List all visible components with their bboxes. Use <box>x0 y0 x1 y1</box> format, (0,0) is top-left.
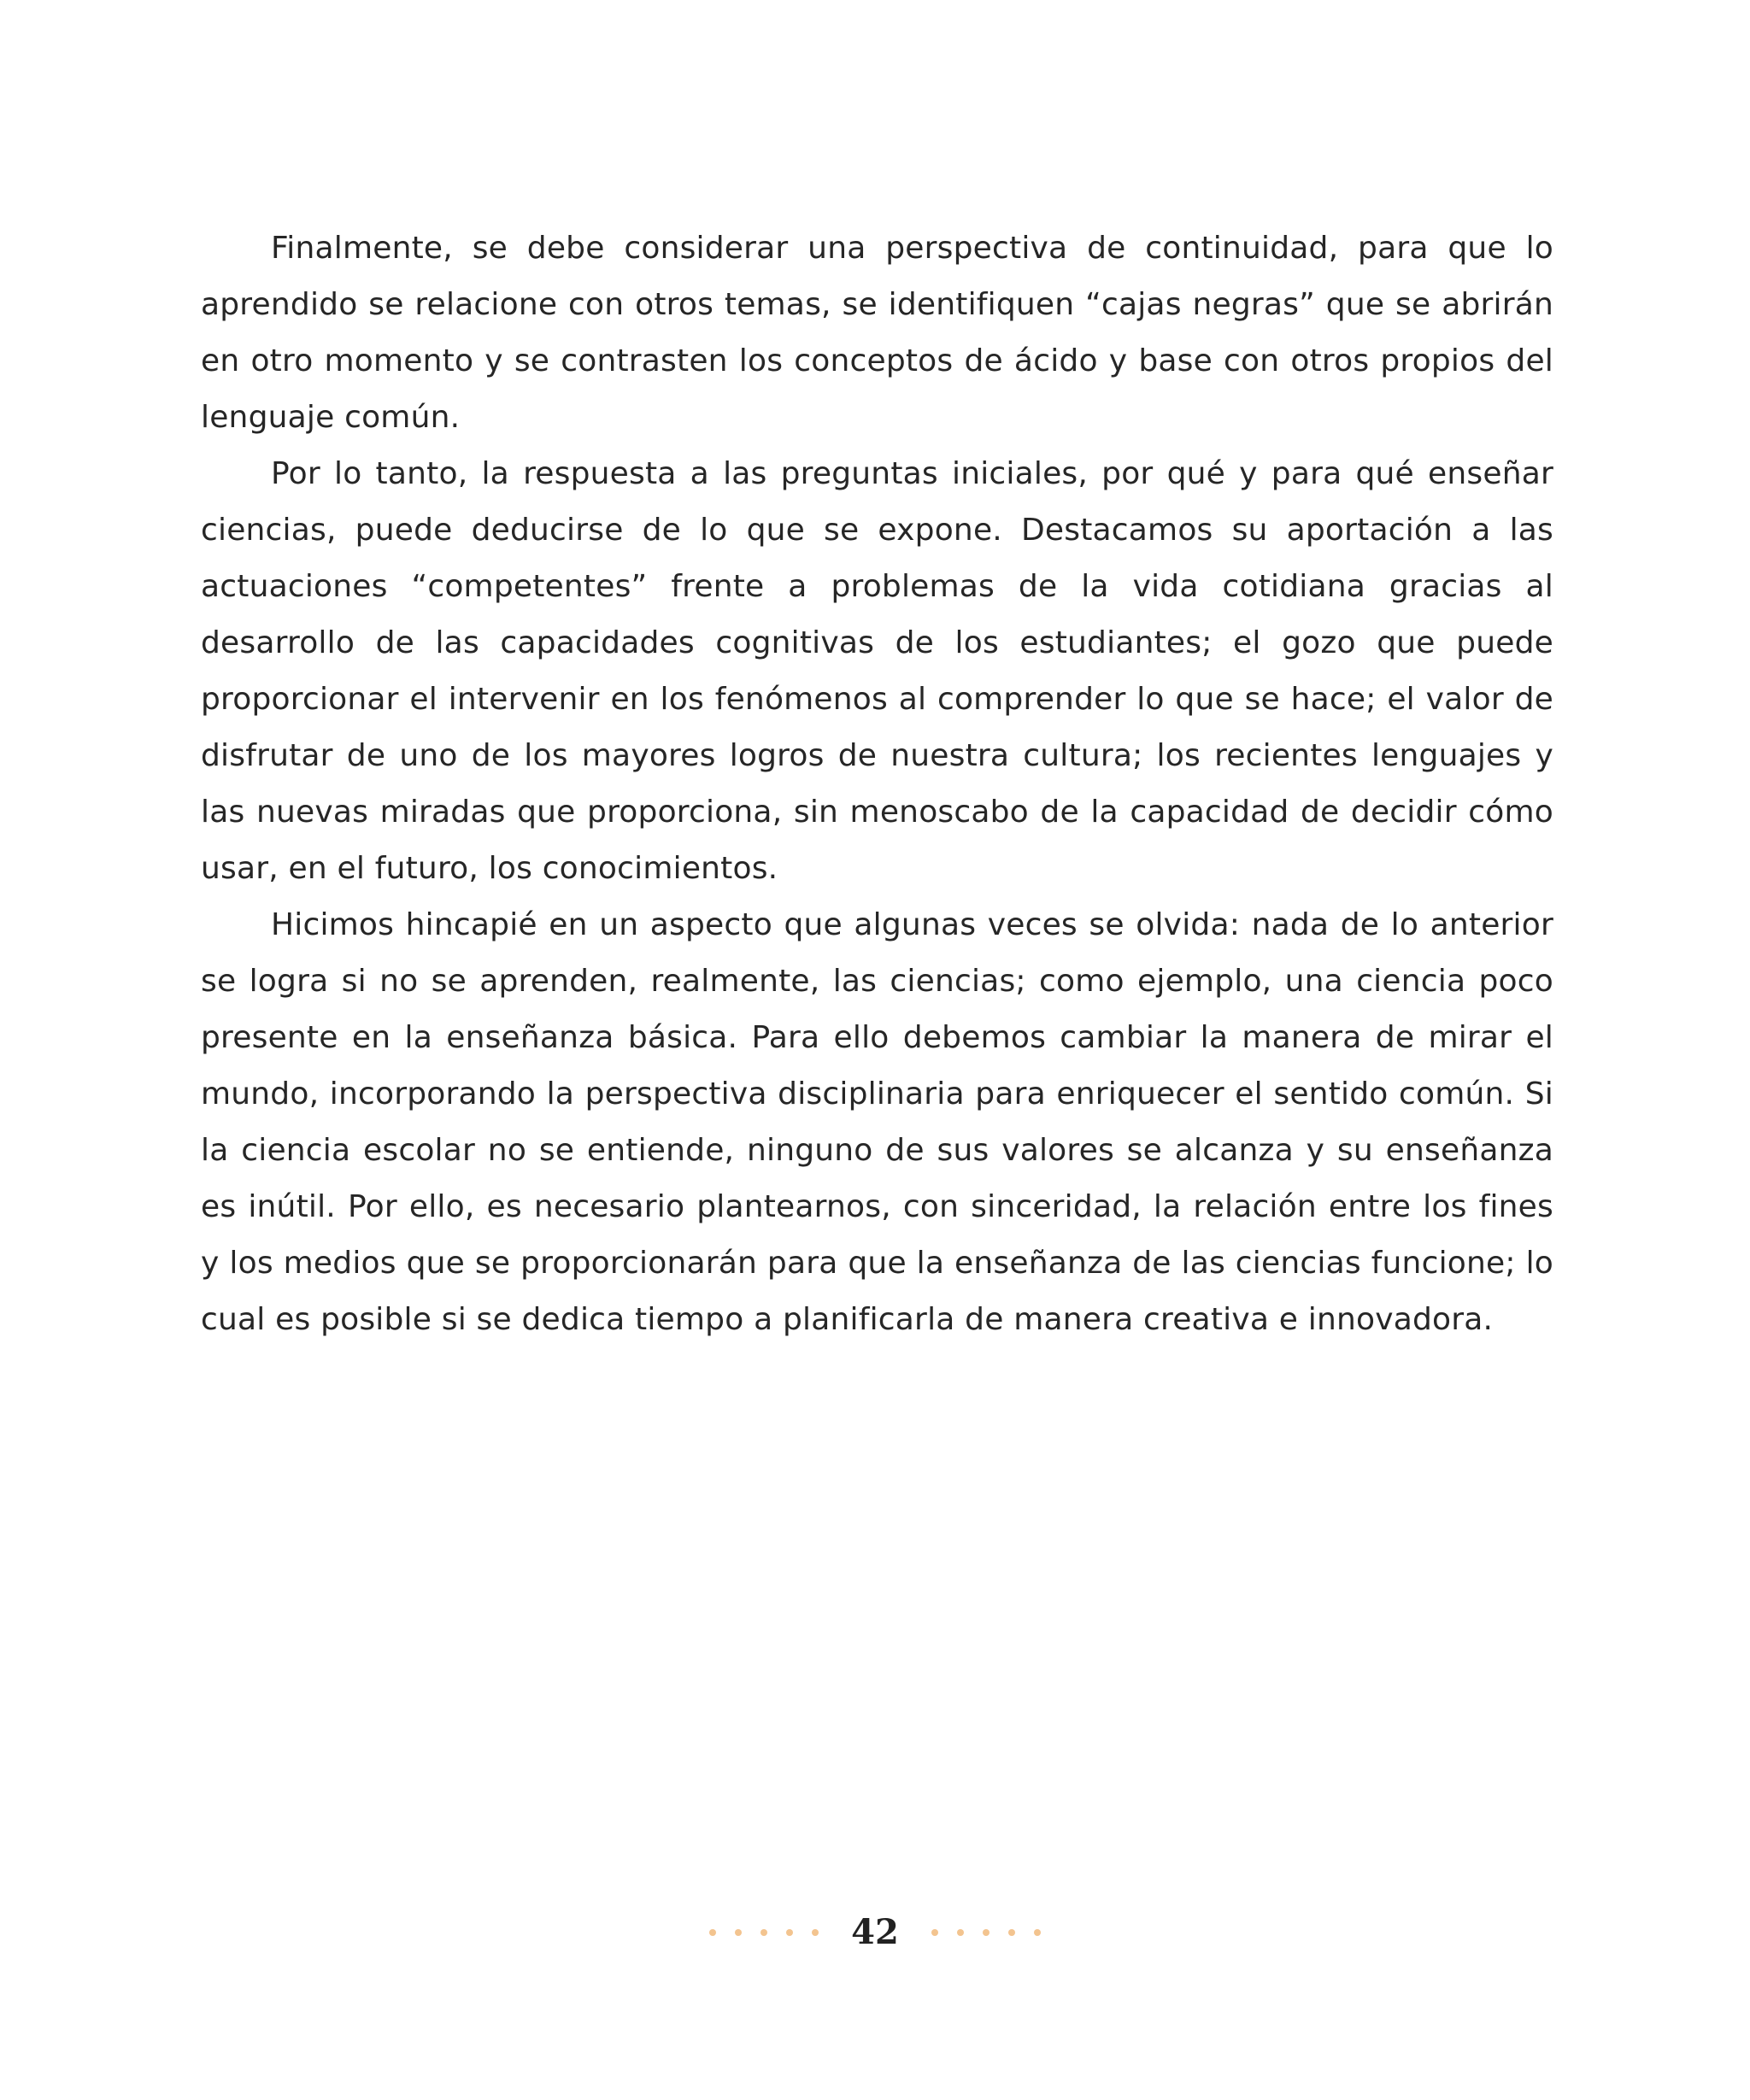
paragraph-why-teach-science: Por lo tanto, la respuesta a las preguntas iniciales, por qué y para qué enseñar ciencias, puede deducirse de lo que se expone. Destacamos su aportación a las actuaciones “competentes” frente a problemas de la vida cotidiana gracias al desarrollo de las capacidades cognitivas de los estudiantes; el gozo que puede proporcionar el intervenir en los fenómenos al comprender lo que se hace; el valor de disfrutar de uno de los mayores logros de nuestra cultura; los recientes lenguajes y las nuevas miradas que proporciona, sin menoscabo de la capacidad de decidir cómo usar, en el futuro, los conocimientos. <box>201 456 1553 886</box>
footer-dot <box>709 1929 716 1936</box>
footer-dot <box>812 1929 819 1936</box>
footer-dot <box>1008 1929 1015 1936</box>
footer-dots-right <box>931 1929 1041 1936</box>
footer-dot <box>931 1929 938 1936</box>
footer-dot <box>1034 1929 1041 1936</box>
paragraph-learning-science: Hicimos hincapié en un aspecto que algunas veces se olvida: nada de lo anterior se logra si no se aprenden, realmente, las ciencias; como ejemplo, una ciencia poco presente en la enseñanza básica. Para ello debemos cambiar la manera de mirar el mundo, incorporando la perspectiva disciplinaria para enriquecer el sentido común. Si la ciencia escolar no se entiende, ninguno de sus valores se alcanza y su enseñanza es inútil. Por ello, es necesario plantearnos, con sinceridad, la relación entre los fines y los medios que se proporcionarán para que la enseñanza de las ciencias funcione; lo cual es posible si se dedica tiempo a planificarla de manera creativa e innovadora. <box>201 907 1553 1337</box>
paragraph-continuity: Finalmente, se debe considerar una perspectiva de continuidad, para que lo aprendido se relacione con otros temas, se identifiquen “cajas negras” que se abrirán en otro momento y se contrasten los conceptos de ácido y base con otros propios del lenguaje común. <box>201 231 1553 435</box>
footer-dot <box>983 1929 990 1936</box>
footer-dot <box>957 1929 964 1936</box>
footer-dot <box>760 1929 767 1936</box>
footer-dot <box>735 1929 742 1936</box>
footer-dot <box>786 1929 793 1936</box>
body-text <box>201 220 1553 1348</box>
page-number: 42 <box>851 1912 899 1952</box>
page-footer <box>0 1907 1750 1958</box>
footer-dots-left <box>709 1929 819 1936</box>
